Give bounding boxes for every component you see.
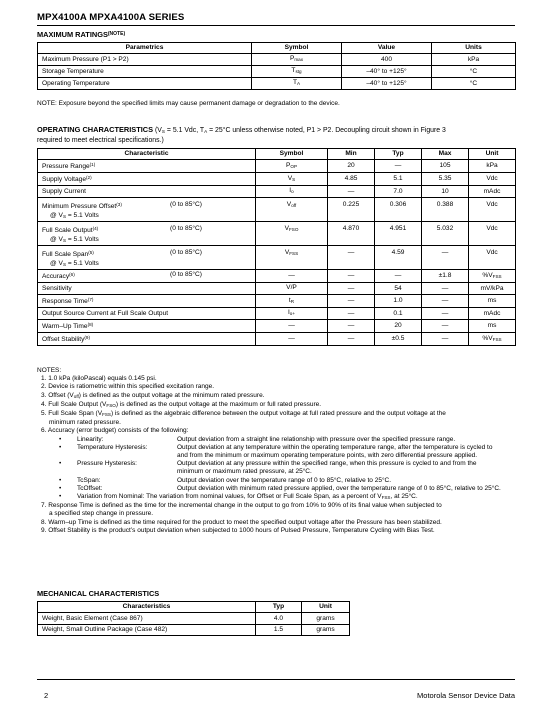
note-reference: (7) [87, 297, 94, 303]
condition-line [42, 212, 251, 221]
table-row [38, 66, 516, 78]
symbol-cell [252, 66, 342, 78]
symbol-text: V [286, 201, 292, 209]
typ-cell: 4.0 [256, 613, 302, 624]
page-number: 2 [44, 691, 49, 700]
table-row [38, 198, 516, 222]
typ-cell: — [375, 270, 422, 283]
characteristic-label: Full Scale Output [42, 227, 93, 235]
characteristic-cell [38, 333, 256, 346]
note-reference: (5) [88, 250, 94, 256]
min-cell: — [328, 308, 375, 320]
unit-text: Vdc [486, 249, 498, 257]
parameter-cell: Maximum Pressure (P1 > P2) [38, 54, 252, 66]
characteristic-cell: Weight, Basic Element (Case 867) [38, 613, 256, 624]
max-cell: — [422, 308, 469, 320]
symbol-text: V [287, 174, 293, 182]
bullet-description: Output deviation with minimum rated pressure applied, over the temperature range of 0 to 85°C, relative to 25°C. [177, 484, 501, 492]
unit-cell [469, 173, 516, 186]
min-cell: — [328, 246, 375, 270]
characteristic-label: Warm–Up Time [42, 323, 88, 331]
characteristic-label: Full Scale Span [42, 251, 89, 259]
symbol-cell [256, 222, 328, 246]
table-row [38, 222, 516, 246]
mechanical-characteristics-table [37, 601, 350, 636]
unit-cell [469, 283, 516, 295]
max-ratings-table [37, 42, 516, 90]
symbol-subscript: stg [295, 69, 302, 75]
bullet-description: Output deviation at any temperature within the operating temperature range, after the temperature is cycled to and from the minimum or maximum operating temperature points, with zero differential pressure applied. [177, 443, 493, 460]
accuracy-bullet [37, 444, 517, 460]
max-cell: 105 [422, 160, 469, 173]
typ-cell: 5.1 [375, 173, 422, 186]
unit-cell [469, 333, 516, 346]
typ-cell: 0.306 [375, 198, 422, 222]
symbol-text: I [287, 309, 290, 317]
symbol-subscript: max [294, 57, 304, 63]
column-header: Symbol [256, 149, 328, 160]
unit-text: Vdc [486, 225, 498, 233]
symbol-text: T [291, 67, 296, 75]
symbol-subscript: FSO [288, 227, 299, 233]
bullet-term: Linearity: [77, 435, 104, 443]
units-cell: kPa [432, 54, 516, 66]
unit-cell [469, 320, 516, 333]
min-cell: — [328, 283, 375, 295]
characteristic-cell [38, 308, 256, 320]
characteristic-label: Accuracy [42, 273, 70, 281]
column-header: Max [422, 149, 469, 160]
column-header: Min [328, 149, 375, 160]
table-row [38, 246, 516, 270]
symbol-text: t [288, 296, 291, 304]
characteristic-label: Offset Stability [42, 336, 85, 344]
unit-cell: grams [302, 613, 350, 624]
characteristic-label: Response Time [42, 298, 88, 306]
unit-text: Vdc [486, 175, 498, 183]
value-cell: 400 [342, 54, 432, 66]
operating-characteristics-table [37, 148, 516, 346]
typ-cell: 20 [375, 320, 422, 333]
column-header: Characteristics [38, 602, 256, 613]
typ-cell: 4.59 [375, 246, 422, 270]
mechanical-characteristics-title: MECHANICAL CHARACTERISTICS [37, 589, 160, 598]
accuracy-bullet-variation: • Variation from Nominal: The variation from nominal values, for Offset or Full Scale Span, as a percent of $V_{FSS}$, at 25°C. [59, 493, 418, 501]
footer-publication: Motorola Sensor Device Data [417, 691, 515, 700]
characteristic-cell [38, 173, 256, 186]
note-reference: (8) [87, 322, 94, 328]
series-title: MPX4100A MPXA4100A SERIES [37, 12, 185, 23]
symbol-cell [256, 270, 328, 283]
table-row [38, 308, 516, 320]
unit-cell [469, 186, 516, 198]
unit-subscript: FSS [492, 336, 502, 342]
characteristic-line [42, 251, 94, 258]
value-cell: –40° to +125° [342, 66, 432, 78]
table-row [38, 613, 350, 624]
min-cell: — [328, 333, 375, 346]
max-ratings-note: NOTE: Exposure beyond the specified limits may cause permanent damage or degradation to the device. [37, 100, 340, 107]
max-ratings-title: MAXIMUM $RATINGS^{(NOTE)}$ [37, 30, 126, 39]
column-header: Units [432, 43, 516, 54]
symbol-subscript: S [292, 176, 296, 182]
typ-cell: 0.1 [375, 308, 422, 320]
symbol-cell [256, 333, 328, 346]
column-header: Unit [302, 602, 350, 613]
condition-subscript: S [62, 262, 67, 268]
symbol-subscript: OP [290, 163, 298, 169]
column-header: Symbol [252, 43, 342, 54]
typ-cell: ±0.5 [375, 333, 422, 346]
bullet-term: Pressure Hysteresis: [77, 460, 137, 468]
unit-cell [469, 270, 516, 283]
characteristic-label: Supply Current [42, 187, 86, 195]
symbol-cell [256, 320, 328, 333]
symbol-text: V [284, 249, 290, 257]
symbol-subscript: o [291, 189, 294, 195]
symbol-text: P [285, 161, 291, 169]
unit-cell: grams [302, 624, 350, 635]
max-cell: — [422, 333, 469, 346]
table-row [38, 186, 516, 198]
symbol-subscript: R [290, 298, 295, 304]
notes-section [37, 367, 517, 535]
note-2: 2. Device is ratiometric within this specified excitation range. [41, 383, 215, 391]
condition-subscript: S [62, 238, 67, 244]
table-row [38, 78, 516, 90]
characteristic-line [42, 163, 95, 170]
note-5: 5. Full Scale Span $(V_{FSS})$ is defined as the algebraic difference between the output voltage at full rated pressure and the output voltage at the minimum rated pressure. [41, 410, 446, 427]
column-header: Typ [256, 602, 302, 613]
min-cell: — [328, 295, 375, 308]
bullet-icon: • [59, 476, 62, 484]
bullet-icon: • [59, 484, 62, 492]
parameter-cell: Storage Temperature [38, 66, 252, 78]
table-header-row [38, 602, 350, 613]
operating-characteristics-heading: OPERATING CHARACTERISTICS ($V_S = 5.1$ Vdc, $T_A = 25^\circ C$ unless otherwise noted, P1 > P2. Decoupling circuit shown in Figure 3 required to meet electrical specifications.) [37, 125, 446, 144]
characteristic-line [42, 310, 168, 317]
parameter-cell: Operating Temperature [38, 78, 252, 90]
symbol-subscript: A [296, 81, 301, 87]
characteristic-line [42, 273, 75, 280]
accuracy-bullet [37, 485, 517, 493]
characteristic-label: Minimum Pressure Offset [42, 203, 117, 211]
max-cell: 5.35 [422, 173, 469, 186]
units-cell: °C [432, 66, 516, 78]
max-cell: 5.032 [422, 222, 469, 246]
accuracy-bullet [37, 477, 517, 485]
symbol-text: V [284, 225, 289, 233]
note-1: 1. 1.0 kPa (kiloPascal) equals 0.145 psi. [41, 375, 157, 383]
unit-cell [469, 160, 516, 173]
symbol-cell [252, 54, 342, 66]
table-row [38, 54, 516, 66]
max-cell: — [422, 320, 469, 333]
characteristic-cell [38, 160, 256, 173]
condition-line [42, 236, 251, 245]
symbol-text: P [289, 55, 295, 63]
characteristic-line [42, 285, 72, 292]
characteristic-label: Output Source Current at Full Scale Output [42, 309, 169, 317]
symbol-cell [256, 308, 328, 320]
top-rule [37, 25, 515, 26]
unit-cell [469, 308, 516, 320]
characteristic-cell [38, 320, 256, 333]
characteristic-cell: Weight, Small Outline Package (Case 482) [38, 624, 256, 635]
note-8: 8. Warm–up Time is defined as the time required for the product to meet the specified output voltage after the Pressure has been stabilized. [41, 518, 442, 526]
symbol-subscript: o+ [289, 311, 296, 317]
characteristic-line [42, 323, 93, 330]
table-row [38, 624, 350, 635]
characteristic-line [42, 176, 92, 183]
unit-text: ms [487, 297, 497, 305]
note-reference: (3) [116, 202, 122, 208]
symbol-cell [256, 173, 328, 186]
note-reference: (6) [69, 272, 75, 278]
accuracy-bullet [37, 436, 517, 444]
unit-cell [469, 198, 516, 222]
accuracy-bullet [37, 460, 517, 476]
symbol-text: — [288, 334, 295, 342]
typ-cell: 7.0 [375, 186, 422, 198]
note-reference: (2) [86, 175, 92, 181]
max-cell: 10 [422, 186, 469, 198]
bullet-icon: • [59, 493, 62, 501]
units-cell: °C [432, 78, 516, 90]
temperature-range: (0 to 85°C) [170, 249, 202, 257]
bullet-description: Output deviation at any pressure within the specified range, when this pressure is cycled to and from the minimum or maximum rated pressure, at 25°C. [177, 460, 477, 476]
footer-rule [37, 679, 515, 680]
unit-text: Vdc [486, 201, 498, 209]
bullet-icon: • [59, 435, 62, 443]
note-3: 3. Offset $(V_{off})$ is defined as the output voltage at the minimum rated pressure. [41, 391, 265, 399]
accuracy-bullets [37, 436, 517, 493]
unit-text: mV/kPa [480, 284, 504, 292]
max-cell: — [422, 283, 469, 295]
unit-cell [469, 295, 516, 308]
min-cell: 0.225 [328, 198, 375, 222]
max-cell: — [422, 295, 469, 308]
note-6: 6. Accuracy (error budget) consists of the following: [41, 427, 189, 435]
characteristic-line [42, 227, 98, 234]
symbol-text: V/P [286, 284, 297, 292]
characteristic-cell [38, 270, 256, 283]
unit-cell [469, 222, 516, 246]
symbol-cell [256, 283, 328, 295]
unit-cell [469, 246, 516, 270]
unit-text: kPa [486, 162, 498, 170]
column-header: Characteristic [38, 149, 256, 160]
unit-subscript: FSS [492, 273, 502, 279]
bullet-description: Output deviation from a straight line relationship with pressure over the specified pressure range. [177, 435, 456, 443]
note-9: 9. Offset Stability is the product’s output deviation when subjected to 1000 hours of Pulsed Pressure, Temperature Cycling with Bias Test. [41, 526, 435, 534]
symbol-text: I [289, 187, 292, 195]
min-cell: — [328, 270, 375, 283]
temperature-range: (0 to 85°C) [170, 271, 202, 279]
unit-text: mAdc [483, 309, 501, 317]
min-cell: — [328, 320, 375, 333]
value-cell: –40° to +125° [342, 78, 432, 90]
symbol-cell [252, 78, 342, 90]
condition-text: = 5.1 Volts [66, 236, 99, 244]
symbol-text: — [288, 321, 295, 329]
unit-text: %V [482, 271, 493, 279]
symbol-subscript: off [291, 203, 297, 209]
max-cell: — [422, 246, 469, 270]
min-cell: — [328, 186, 375, 198]
note-7: 7. Response Time is defined as the time for the incremental change in the output to go from 10% to 90% of its final value when subjected to a specified step change in pressure. [41, 502, 442, 518]
table-row [38, 295, 516, 308]
bullet-term: TcOffset: [77, 484, 103, 492]
symbol-cell [256, 295, 328, 308]
typ-cell: 1.5 [256, 624, 302, 635]
min-cell: 4.870 [328, 222, 375, 246]
characteristic-label: Supply Voltage [42, 176, 86, 184]
table-row [38, 270, 516, 283]
bullet-icon: • [59, 443, 62, 451]
condition-subscript: S [62, 214, 67, 220]
condition-text: @ V [50, 236, 63, 244]
symbol-text: — [288, 271, 295, 279]
bullet-icon: • [59, 460, 62, 468]
table-row [38, 320, 516, 333]
symbol-cell [256, 198, 328, 222]
characteristic-cell [38, 295, 256, 308]
table-row [38, 173, 516, 186]
characteristic-line [42, 336, 90, 343]
table-row [38, 160, 516, 173]
note-reference: (1) [89, 162, 96, 168]
symbol-cell [256, 160, 328, 173]
column-header: Unit [469, 149, 516, 160]
characteristic-cell [38, 246, 256, 270]
condition-text: @ V [50, 212, 63, 220]
characteristic-cell [38, 222, 256, 246]
symbol-cell [256, 186, 328, 198]
unit-text: ms [487, 322, 497, 330]
notes-heading: NOTES: [37, 367, 62, 374]
note-4: 4. Full Scale Output $(V_{FSO})$ is defined as the output voltage at the maximum or full rated pressure. [41, 400, 322, 408]
condition-text: = 5.1 Volts [66, 260, 99, 268]
min-cell: 4.85 [328, 173, 375, 186]
table-row [38, 333, 516, 346]
typ-cell: — [375, 160, 422, 173]
characteristic-cell [38, 283, 256, 295]
typ-cell: 54 [375, 283, 422, 295]
table-header-row [38, 43, 516, 54]
symbol-subscript: FSS [289, 251, 299, 257]
condition-text: = 5.1 Volts [66, 212, 99, 220]
symbol-cell [256, 246, 328, 270]
typ-cell: 4.951 [375, 222, 422, 246]
characteristic-line [42, 298, 93, 305]
note-reference: (4) [92, 226, 99, 232]
note-reference: (9) [84, 335, 91, 341]
characteristic-label: Pressure Range [42, 163, 90, 171]
bullet-term: TcSpan: [77, 476, 101, 484]
symbol-text: T [292, 79, 297, 87]
typ-cell: 1.0 [375, 295, 422, 308]
min-cell: 20 [328, 160, 375, 173]
condition-text: @ V [50, 260, 63, 268]
bullet-description: Output deviation over the temperature range of 0 to 85°C, relative to 25°C. [177, 476, 392, 484]
column-header: Typ [375, 149, 422, 160]
unit-text: %V [482, 334, 493, 342]
unit-text: mAdc [483, 187, 501, 195]
column-header: Value [342, 43, 432, 54]
temperature-range: (0 to 85°C) [170, 225, 202, 233]
characteristic-cell [38, 186, 256, 198]
max-cell: 0.388 [422, 198, 469, 222]
characteristic-label: Sensitivity [42, 284, 72, 292]
characteristic-line [42, 203, 122, 210]
temperature-range: (0 to 85°C) [170, 201, 202, 209]
characteristic-cell [38, 198, 256, 222]
characteristic-line [42, 188, 86, 195]
max-cell: ±1.8 [422, 270, 469, 283]
column-header: Parametrics [38, 43, 252, 54]
table-row [38, 283, 516, 295]
bullet-term: Temperature Hysteresis: [77, 443, 148, 451]
table-header-row [38, 149, 516, 160]
condition-line [42, 260, 251, 269]
